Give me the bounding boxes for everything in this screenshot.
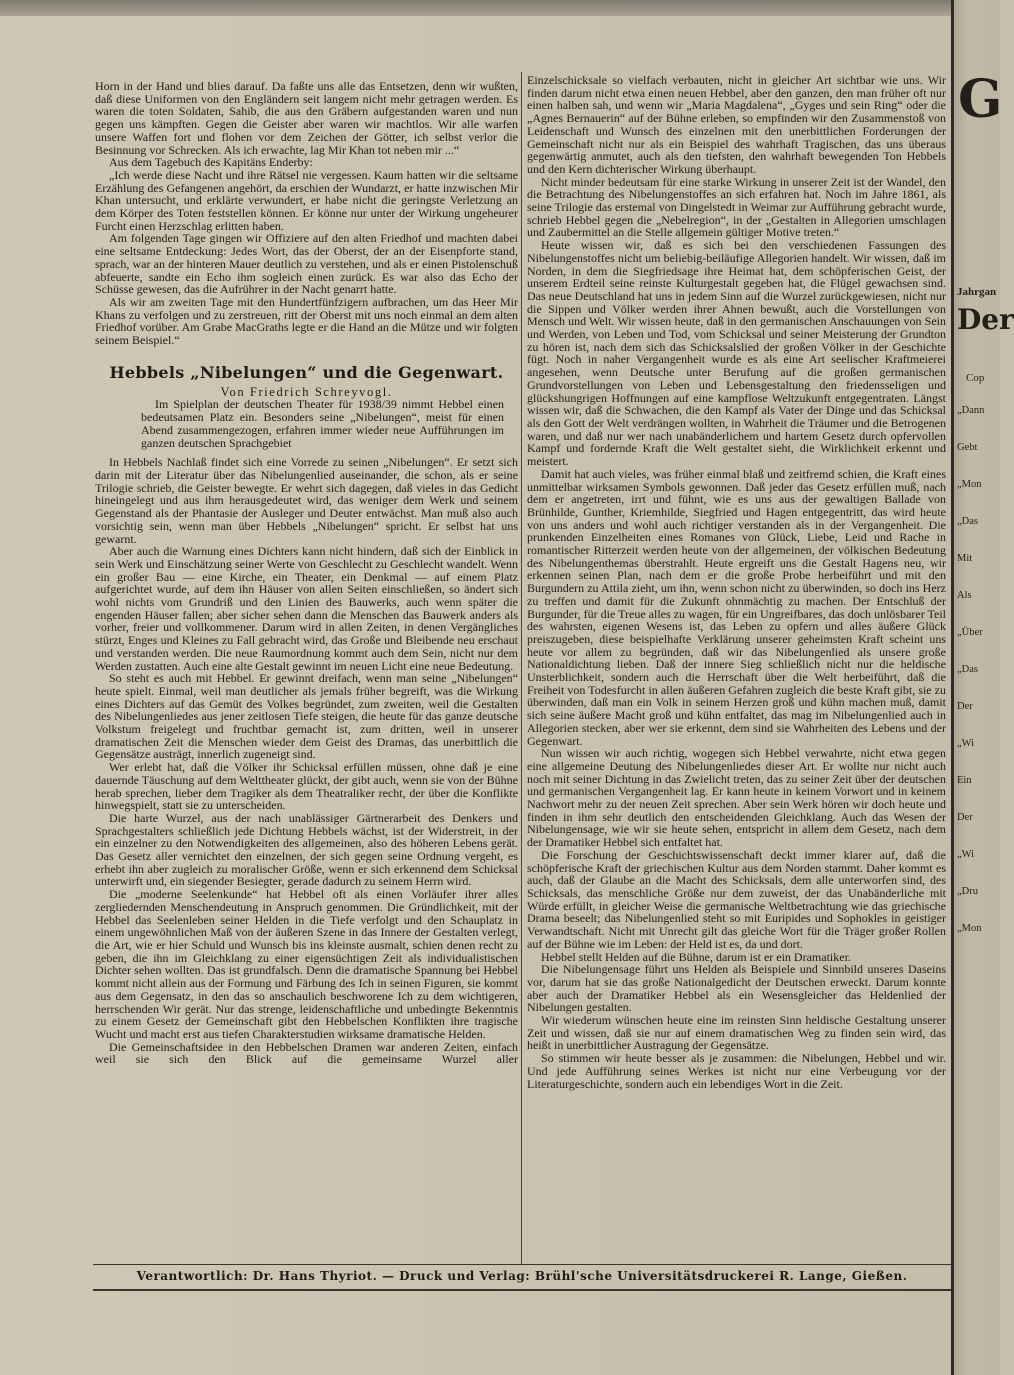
article-paragraph: Damit hat auch vieles, was früher einmal blaß und zeitfremd schien, die Kraft eines unmittelbar wirksamen Symbols gewonnen. Daß jeder das Gesetz erfüllen muß, nach dem er angetreten, irrt und fühnt, wie es uns aus der gewaltigen Ballade von Brünhilde, Gunther, Kriemhilde, Siegfried und Hagen entgegentritt, das wird heute von uns anders und wohl auch richtiger verstanden als in der Vergangenheit. Die prunkenden Einzelheiten eines Romanes von Glück, Liebe, Leid und Rache in romantischer Ritterzeit werden heute von der allgemeinen, der völkischen Bedeutung des Nibelungenthemas überstrahlt. Heute ergreift uns die Gestalt Hagens neu, wir erkennen seinen Plan, nach dem er die große Probe herbeiführt und mit den Burgundern zu Attila zieht, um ihn, wenn schon nicht zu überwinden, so doch ins Herz zu treffen und damit für die Zukunft ohnmächtig zu machen. Der Entschluß der Burgunder, für die Treue alles zu wagen, für ein Ungreifbares, das doch unlösbarer Teil des wahrsten, eigenen Wesens ist, das Leben zu opfern und alles äußere Glück preiszugeben, diese beispielhafte Verklärung unserer geheimsten Kraft scheint uns heute vor allem zu begründen, daß wir das Nibelungenlied als unsere große Nationaldichtung lieben. Daß der innere Sieg schließlich nicht nur die heldische Unsterblichkeit, sondern auch die Herrschaft über die Welt herbeiführt, daß die Freiheit von Todesfurcht in allen äußeren Gefahren zugleich die beste Kraft gibt, sie zu überwinden, daß man ein Volk in seinem Herzen groß und kühn machen muß, damit sich seine äußere Macht groß und kühn entfaltet, das mag im Nibelungenlied auch in Allegorien stecken, aber wer sie erkennt, dem sind sie Wahrheiten des Lebens und der Gegenwart. — [527, 466, 946, 748]
adjacent-fragment: „Mon — [957, 923, 982, 934]
story-paragraph: Als wir am zweiten Tage mit den Hundertfünfzigern aufbrachen, um das Heer Mir Khans zu verfolgen und zu zerstreuen, ritt der Oberst mit uns noch einmal an dem alten Friedhof vorüber. Am Grabe MacGraths legte er die Hand an die Mütze und wir folgten seinem Beispiel.“ — [95, 294, 518, 348]
adjacent-fragment: Mit — [957, 553, 973, 564]
adjacent-subhead: Cop — [966, 372, 985, 384]
adjacent-year-label: Jahrgan — [957, 286, 997, 298]
adjacent-fragment: „Das — [957, 664, 978, 675]
adjacent-page-strip — [951, 0, 1014, 1375]
adjacent-fragment: Gebt — [957, 442, 978, 453]
article-byline: Von Friedrich Schreyvogl. — [220, 384, 393, 399]
adjacent-fragment: Der — [957, 701, 973, 712]
adjacent-headline: Der — [957, 303, 1014, 336]
article-paragraph: In Hebbels Nachlaß findet sich eine Vorrede zu seinen „Nibelungen“. Er setzt sich darin mit der Literatur über das Nibelungenlied auseinander, die schon, als er seine Trilogie schrieb, die Geister bewegte. Er wehrt sich dagegen, daß vieles in das Gedicht hineingelegt und aus ihm herausgedeutet wird, das weniger dem Werk und seinem Gegenstand als der Phantasie der Ausleger und Deuter entwächst. Man muß also auch vorsichtig sein, wenn man über Hebbels „Nibelungen“ spricht. Er selbst hat uns gewarnt. — [95, 455, 518, 546]
article-paragraph: Nun wissen wir auch richtig, wogegen sich Hebbel verwahrte, nicht etwa gegen eine allgemeine Deutung des Nibelungenliedes dieser Art. Er wollte nur nicht auch noch mit seiner Dichtung in das Zwielicht treten, das zu seiner Zeit über der deutschen und germanischen Vergangenheit lag. Er kann heute in keinem Vorwort und in keinem Nachwort mehr zu der neuen Zeit sprechen. Aber sein Werk hören wir doch heute und finden in ihm sehr deutlich den entscheidenden Gleichklang. Auch das Wesen der Nibelungensage, wie wir sie heute sehen, entspricht in allem dem Gesetz, nach dem der Dramatiker Hebbel sich entfaltet hat. — [527, 746, 946, 850]
article-paragraph: Heute wissen wir, daß es sich bei den verschiedenen Fassungen des Nibelungenstoffes nicht um beliebig-beiläufige Allegorien handelt. Wir wissen, daß im Norden, in dem die Siegfriedsage ihre Heimat hat, dem schöpferischen Geist, der unserem Erdteil seine reinste Kulturgestalt gegeben hat, die Flügel gewachsen sind. Das neue Deutschland hat uns in jedem Sinn auf die Wurzel zurückgewiesen, nicht nur die Sippen und Völker werden ihrer Ahnen bewußt, auch die Vorstellungen von Mensch und Welt. Wir wissen heute, daß in den germanischen Anschauungen von Sein und Werden, von Leben und Tod, vom Schicksal und seiner Meisterung der Grundton zu hören ist, nach dem sich das Schicksalslied der großen Völker in der Geschichte fügt. Noch in naher Vergangenheit wurde es als eine Art seelischer Kraftmeierei angesehen, wenn Deutsche unter Berufung auf die großen germanischen Grundvorstellungen von Leben und Lebensgestaltung den friedensseligen und glückshungrigen Hoffnungen auf eine kampflose Weltzukunft entgegentraten. Längst wissen wir, daß die Schwachen, die den Kampf als Vater der Dinge und das Schicksal als den Gott der Welt verdrängen wollten, in Wahrheit die Träumer und die Betrogenen waren, und daß nur wer nach unabänderlichem und hartem Gesetz durch opfervollen Kampf und fordernde Kraft die Welt gestaltet sieht, die Wirklichkeit erkennt und meistert. — [527, 238, 946, 469]
column-divider — [521, 72, 522, 1264]
adjacent-fragment: „Mon — [957, 479, 982, 490]
article-paragraph: Wir wiederum wünschen heute eine im reinsten Sinn heldische Gestaltung unserer Zeit und wissen, daß sie nur auf einem dramatischen Weg zu finden sein wird, das heißt in unerbittlicher Austragung der Gegensätze. — [527, 1013, 946, 1053]
adjacent-fragment: „Über — [957, 627, 983, 638]
adjacent-fragment: Als — [957, 590, 972, 601]
article-paragraph: Hebbel stellt Helden auf die Bühne, darum ist er ein Dramatiker. — [541, 949, 851, 964]
article-paragraph: Aber auch die Warnung eines Dichters kann nicht hindern, daß sich der Einblick in sein Werk und Einschätzung seiner Werte von Geschlecht zu Geschlecht wandelt. Wenn ein großer Bau — eine Kirche, ein Theater, ein Denkmal — auf einem Platz aufgerichtet wurde, auf dem ihn Häuser von allen Seiten einschließen, so ändert sich wohl nichts vom Grundriß und den Linien des Bauwerks, auch wenn später die engenden Häuser fallen; aber sicher sehen dann die Menschen das Bauwerk anders als vorher, freier und vollkommener. Darum wird in allen Zeiten, in denen Vergängliches stürzt, Enges und Kleines zu Fall gebracht wird, das Große und Bleibende neu erschaut und verstanden werden. Die neue Raumordnung kommt auch dem Sein, nicht nur dem Werden zustatten. Auch eine alte Gestalt gewinnt im neuen Licht eine neue Bedeutung. — [95, 544, 518, 673]
adjacent-fragment: „Das — [957, 516, 978, 527]
story-paragraph: Am folgenden Tage gingen wir Offiziere auf den alten Friedhof und machten dabei eine seltsame Entdeckung: Jedes Wort, das der Oberst, der an der Eisenpforte stand, sprach, war an der hinteren Mauer deutlich zu verstehen, und als er einen Pistolenschuß abfeuerte, sandte ein Echo ihm sogleich einen zurück. Es war also das Echo der Schüsse gewesen, das die Aufrührer in der Nacht genarrt hatte. — [95, 231, 518, 297]
article-paragraph: Nicht minder bedeutsam für eine starke Wirkung in unserer Zeit ist der Wandel, den die Betrachtung des Nibelungenstoffes an sich erfahren hat. Noch im Jahre 1861, als seine Trilogie das erstemal von Dingelstedt in Weimar zur Aufführung gebracht wurde, schrieb Hebbel gegen die „Nebelregion“, in der „Gestalten in Allegorien umschlagen und Zaubermittel an die Stelle allgemein gültiger Motive treten.“ — [527, 174, 946, 240]
article-title: Hebbels „Nibelungen“ und die Gegenwart. — [109, 362, 504, 382]
article-paragraph: Die harte Wurzel, aus der nach unablässiger Gärtnerarbeit des Denkers und Sprachgestalters schließlich jede Dichtung Hebbels wächst, ist der Widerstreit, in der ein einzelner zu den Notwendigkeiten des allgemeinen, also des höheren Lebens gerät. Das Gesetz aller vernichtet den einzelnen, der sich gegen seine Ordnung vergeht, es erhebt ihn aber zugleich zu moralischer Größe, wenn er sich erkennend dem Schicksal unterwirft und, ein siegender Besiegter, gerade dadurch zu seinem Herrn wird. — [95, 810, 518, 889]
story-paragraph: „Ich werde diese Nacht und ihre Rätsel nie vergessen. Kaum hatten wir die seltsame Erzählung des Gefangenen angehört, da erschien der Wundarzt, er hatte inzwischen Mir Khan untersucht, und erklärte verwundert, er habe nicht die geringste Verletzung an dem Körper des Toten feststellen können. Er könne nur unter der Wirkung ungeheurer Furcht einen Herzschlag erlitten haben. — [95, 167, 518, 233]
story-diary-intro: Aus dem Tagebuch des Kapitäns Enderby: — [109, 155, 313, 170]
adjacent-fragment: „Wi — [957, 849, 975, 860]
adjacent-text-fragments — [957, 392, 1001, 947]
adjacent-fragment: „Dru — [957, 886, 978, 897]
article-paragraph: Die Nibelungensage führt uns Helden als Beispiele und Sinnbild unseres Daseins vor, darum hat sie das große Nationalgedicht der Deutschen erweckt. Darum konnte aber auch der Dramatiker Hebbel als ein Wesensgleicher das Heldenlied der Nibelungen gestalten. — [527, 962, 946, 1015]
article-paragraph: Die „moderne Seelenkunde“ hat Hebbel oft als einen Vorläufer ihrer alles zergliedernden Menschendeutung in Anspruch genommen. Die Gründlichkeit, mit der Hebbel das Seelenleben seiner Helden in die Tiefe verfolgt und den Schauplatz in einem ungewöhnlichen Maß von der äußeren Szene in das Innere der Gestalten verlegt, die Art, wie er hier Schuld und Wunsch bis ins kleinste ausmalt, schien denen recht zu geben, die ihn im Gleichklang zu einer eigensüchtigen Zeit als individualistischen Dichter sehen wollten. Das ist grundfalsch. Denn die dramatische Spannung bei Hebbel kommt nicht allein aus der Formung und Färbung des Ich in seinen Figuren, sie kommt aus dem Gegensatz, in den das so anschaulich beschworene Ich zu dem wichtigeren, herrschenden Wir gerät. Nur das strenge, leidenschaftliche und unbedingte Bekenntnis zu einem Gesetz der Gemeinschaft gibt den Hebbelschen Konflikten ihre tragische Wucht und macht erst aus tiefen Charakterstudien wirksame dramatische Helden. — [95, 887, 518, 1041]
article-paragraph: Die Gemeinschaftsidee in den Hebbelschen Dramen war anderen Zeiten, einfach weil sie sich den Blick auf die gemeinsame Wurzel aller — [95, 1039, 518, 1067]
imprint-footer: Verantwortlich: Dr. Hans Thyriot. — Druck und Verlag: Brühl'sche Universitätsdruckerei R. Lange, Gießen. — [93, 1264, 951, 1291]
article-paragraph: Wer erlebt hat, daß die Völker ihr Schicksal erfüllen müssen, ohne daß je eine dauernde Täuschung auf dem Welttheater glückt, der gibt auch, wenn sie von der Bühne herab sprechen, lieber dem Tragiker als dem Theatraliker recht, der über die Konflikte hinwegspielt, statt sie zu unterscheiden. — [95, 760, 518, 813]
adjacent-fragment: Der — [957, 812, 973, 823]
scan-top-edge — [0, 0, 1000, 16]
adjacent-fragment: Ein — [957, 775, 972, 786]
article-paragraph: So stimmen wir heute besser als je zusammen: die Nibelungen, Hebbel und wir. Und jede Aufführung seines Werkes ist nicht nur eine Verbeugung vor der Literaturgeschichte, sondern auch ein lebendiges Wort in die Zeit. — [527, 1051, 946, 1091]
article-paragraph: So steht es auch mit Hebbel. Er gewinnt dreifach, wenn man seine „Nibelungen“ heute spielt. Einmal, weil man deutlicher als jemals früher begreift, was die Wirkung eines Dichters auf das Gemüt des Volkes begründet, zum zweiten, weil die Gestalten des Nibelungenliedes aus jener zeitlosen Tiefe steigen, die heute für das ganze deutsche Volkstum freigelegt und fruchtbar gemacht ist, zum dritten, weil in unserer dramatischen Zeit die Menschen wieder dem Geist des Dramas, das unerbittlich die Gegensätze austrägt, innerlich zugeneigt sind. — [95, 671, 518, 762]
article-lead: Im Spielplan der deutschen Theater für 1938/39 nimmt Hebbel einen bedeutsamen Platz ein. Besonders seine „Nibelungen“, meist für einen Abend zusammengezogen, erfahren immer wieder neue Aufführungen im ganzen deutschen Sprachgebiet — [141, 397, 504, 450]
adjacent-fragment: „Wi — [957, 738, 975, 749]
left-column — [95, 80, 518, 1262]
article-paragraph: Die Forschung der Geschichtswissenschaft deckt immer klarer auf, daß die schöpferische Kraft der griechischen Kultur aus dem Norden stammt. Daher kommt es auch, daß der Glaube an die Macht des Schicksals, dem alle unterworfen sind, des Schicksals, das menschliche Größe nur dem zuweist, der das Unabänderliche mit Würde erfüllt, in gleicher Weise die germanische Weltbetrachtung wie das griechische Drama beseelt; das Nibelungenlied steht so mit Euripides und Sophokles in geistiger Verwandtschaft. Nicht mit Unrecht gilt das gleiche Wort für die Träger großer Rollen auf der Bühne wie im Leben: der Held ist es, da und dort. — [527, 847, 946, 951]
adjacent-masthead-letter: G — [958, 69, 1003, 130]
story-paragraph: Horn in der Hand und blies darauf. Da faßte uns alle das Entsetzen, denn wir wußten, daß diese Uniformen von den Engländern seit langem nicht mehr getragen werden. Es waren die toten Soldaten, Sahib, die aus den Gräbern aufgestanden waren und nun gegen uns kämpften. Gegen die Geister aber waren wir machtlos. Wir alle warfen unsere Waffen fort und flohen vor dem Zeichen der Götter, ich selbst verlor die Besinnung vor Schrecken. Als ich erwachte, lag Mir Khan tot neben mir ...“ — [95, 79, 518, 157]
right-column — [527, 74, 946, 1262]
article-paragraph: Einzelschicksale so vielfach verbauten, nicht in gleicher Art sichtbar wie uns. Wir finden darum nicht etwa einen neuen Hebbel, aber den ganzen, den man früher oft nur einen halben sah, und wenn wir „Maria Magdalena“, „Gyges und sein Ring“ oder die „Agnes Bernauerin“ auf der Bühne erleben, so empfinden wir den Zusammenstoß von Leidenschaft und Wunsch des einzelnen mit den unerbittlichen Forderungen der Gemeinschaft nicht nur als ein Beispiel des wahrhaft Tragischen, das uns überaus gegenwärtig anmutet, auch als den tiefsten, den wahrhaft bewegenden Ton Hebbels und den Kern dichterischer Wirkung überhaupt. — [527, 73, 946, 176]
adjacent-fragment: „Dann — [957, 405, 985, 416]
